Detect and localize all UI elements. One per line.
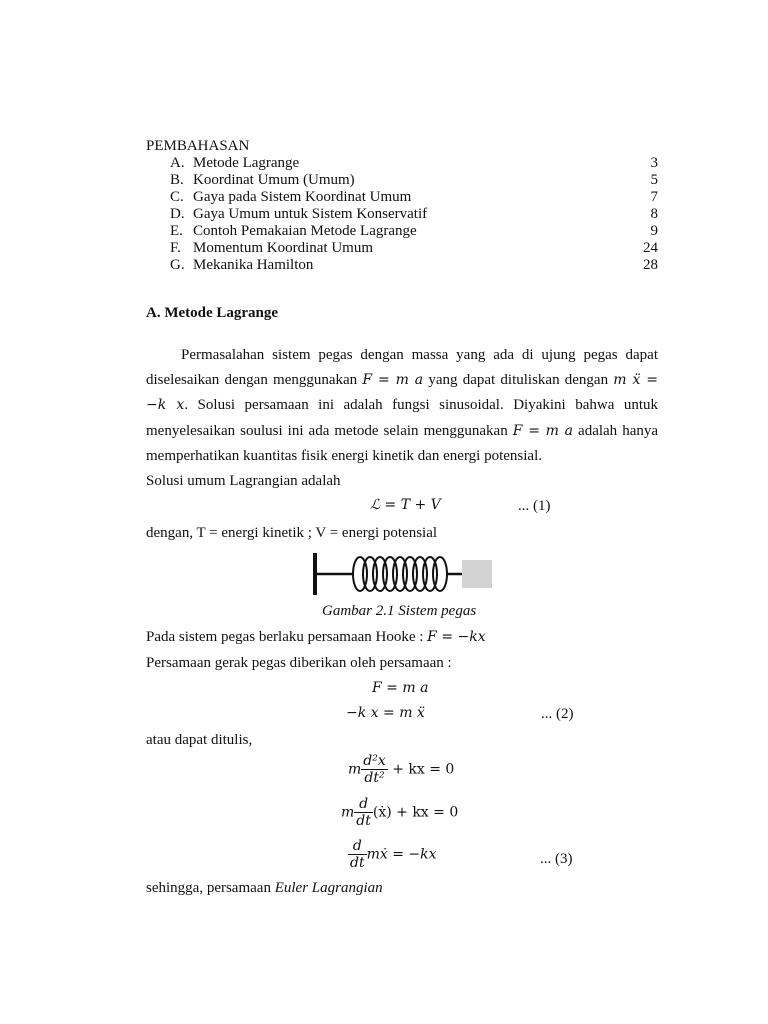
equation-inline: F = m a bbox=[362, 372, 424, 388]
text-fragment: adalah hanya bbox=[578, 423, 659, 439]
equation-term: m bbox=[341, 804, 355, 821]
toc-entry-title: Koordinat Umum (Umum) bbox=[193, 172, 355, 188]
spring-system-figure bbox=[310, 548, 500, 598]
mass-block bbox=[462, 560, 492, 588]
text-fragment: yang dapat dituliskan dengan bbox=[428, 372, 609, 388]
toc-entry-letter: E. bbox=[170, 223, 183, 239]
fraction-numerator: d bbox=[348, 838, 367, 855]
fraction-numerator: d bbox=[354, 796, 373, 813]
toc-entry-letter: D. bbox=[170, 206, 185, 222]
text-fragment: Pada sistem pegas berlaku persamaan Hooke : bbox=[146, 629, 424, 645]
text-fragment: diselesaikan dengan menggunakan bbox=[146, 372, 358, 388]
section-heading: A. Metode Lagrange bbox=[146, 305, 279, 321]
equation-2a: F = m a bbox=[372, 680, 429, 696]
toc-entry-title: Momentum Koordinat Umum bbox=[193, 240, 373, 256]
fraction-denominator: dt bbox=[356, 813, 371, 830]
equation-inline: F = −kx bbox=[427, 629, 486, 645]
toc-heading: PEMBAHASAN bbox=[146, 138, 250, 154]
toc-entry-page: 8 bbox=[650, 206, 658, 222]
paragraph-line: atau dapat ditulis, bbox=[146, 732, 253, 748]
paragraph-line bbox=[146, 879, 383, 897]
equation-3a bbox=[348, 753, 454, 786]
paragraph-line bbox=[146, 628, 486, 646]
paragraph-line: Permasalahan sistem pegas dengan massa yang ada di ujung pegas dapat bbox=[181, 347, 658, 363]
equation-term: m bbox=[348, 761, 362, 778]
fraction bbox=[361, 753, 387, 786]
toc-entry-title: Metode Lagrange bbox=[193, 155, 300, 171]
fraction-numerator: d²x bbox=[363, 753, 386, 769]
equation-term: mẋ = −kx bbox=[366, 846, 437, 863]
toc-entry-page: 3 bbox=[650, 155, 658, 171]
equation-term: (ẋ) + kx = 0 bbox=[372, 804, 459, 821]
equation-1: ℒ = T + V bbox=[370, 497, 441, 513]
text-fragment: sehingga, persamaan bbox=[146, 880, 271, 896]
toc-entry-title: Gaya pada Sistem Koordinat Umum bbox=[193, 189, 412, 205]
equation-number: ... (1) bbox=[518, 498, 551, 514]
toc-entry-letter: F. bbox=[170, 240, 181, 256]
fraction-denominator: dt bbox=[350, 855, 365, 872]
text-fragment: menyelesaikan soulusi ini ada metode selain menggunakan bbox=[146, 423, 508, 439]
toc-entry-page: 5 bbox=[650, 172, 658, 188]
paragraph-line: memperhatikan kuantitas fisik energi kinetik dan energi potensial. bbox=[146, 448, 543, 464]
toc-entry-page: 9 bbox=[650, 223, 658, 239]
figure-caption: Gambar 2.1 Sistem pegas bbox=[322, 603, 477, 619]
equation-number: ... (3) bbox=[540, 851, 573, 867]
paragraph-line: Solusi umum Lagrangian adalah bbox=[146, 473, 341, 489]
paragraph-line bbox=[146, 371, 658, 389]
toc-entry-letter: C. bbox=[170, 189, 184, 205]
toc-entry-page: 7 bbox=[650, 189, 658, 205]
toc-entry-title: Gaya Umum untuk Sistem Konservatif bbox=[193, 206, 428, 222]
text-fragment: . Solusi persamaan ini adalah fungsi sinusoidal. Diyakini bahwa untuk bbox=[184, 397, 659, 413]
paragraph-line: dengan, T = energi kinetik ; V = energi potensial bbox=[146, 525, 438, 541]
toc-entry-title: Contoh Pemakaian Metode Lagrange bbox=[193, 223, 417, 239]
equation-number: ... (2) bbox=[541, 706, 574, 722]
paragraph-line bbox=[146, 422, 658, 440]
spring-coil-icon bbox=[353, 557, 447, 591]
equation-inline: −k x bbox=[146, 397, 185, 413]
paragraph-line: Persamaan gerak pegas diberikan oleh persamaan : bbox=[146, 655, 452, 671]
fraction bbox=[348, 838, 367, 871]
equation-3c bbox=[348, 838, 437, 871]
toc-entry-page: 24 bbox=[643, 240, 658, 256]
fraction-denominator: dt² bbox=[364, 770, 385, 787]
text-fragment-italic: Euler Lagrangian bbox=[274, 880, 383, 896]
toc-entry-letter: G. bbox=[170, 257, 185, 273]
equation-term: + kx = 0 bbox=[392, 761, 455, 778]
toc-entry-letter: A. bbox=[170, 155, 185, 171]
paragraph-line bbox=[146, 396, 658, 414]
equation-2b: −k x = m ẍ bbox=[346, 705, 425, 721]
toc-entry-page: 28 bbox=[643, 257, 658, 273]
toc-entry-letter: B. bbox=[170, 172, 184, 188]
equation-inline: m ẍ = bbox=[613, 372, 659, 388]
equation-3b bbox=[341, 796, 458, 829]
equation-inline: F = m a bbox=[512, 423, 573, 439]
fraction bbox=[354, 796, 373, 829]
toc-entry-title: Mekanika Hamilton bbox=[193, 257, 314, 273]
